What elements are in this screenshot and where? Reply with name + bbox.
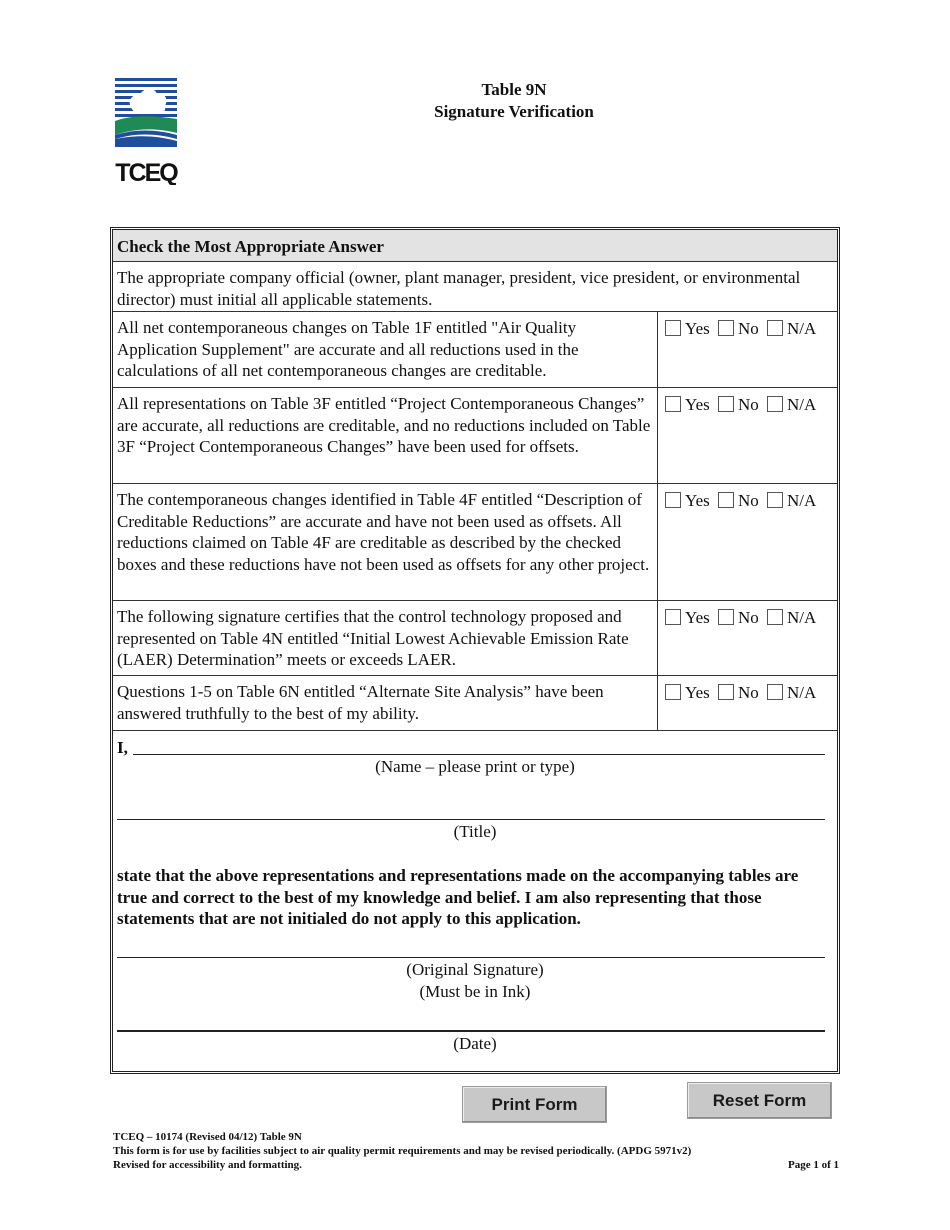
question-row <box>113 484 837 601</box>
na-checkbox[interactable] <box>767 396 783 412</box>
form-instructions: The appropriate company official (owner, plant manager, president, vice president, or environmental director) must initial all applicable statements. <box>113 262 837 312</box>
question-row <box>113 676 837 731</box>
answer-options <box>657 388 837 483</box>
answer-options <box>657 484 837 600</box>
question-text: All representations on Table 3F entitled “Project Contemporaneous Changes” are accurate, all reductions are creditable, and no reductions included on Table 3F “Project Contemporaneous Changes” have been used for offsets. <box>117 394 651 456</box>
question-text: The following signature certifies that the control technology proposed and represented on Table 4N entitled “Initial Lowest Achievable Emission Rate (LAER) Determination” meets or exceeds LAER. <box>117 607 629 669</box>
date-caption: (Date) <box>453 1034 497 1053</box>
yes-label: Yes <box>685 683 710 702</box>
na-checkbox[interactable] <box>767 320 783 336</box>
no-checkbox[interactable] <box>718 396 734 412</box>
title-caption: (Title) <box>453 822 497 841</box>
no-label: No <box>738 608 759 627</box>
form-heading: Check the Most Appropriate Answer <box>113 230 837 262</box>
page-title: Signature Verification <box>434 102 594 121</box>
signature-caption: (Original Signature) <box>406 960 544 979</box>
question-row <box>113 388 837 484</box>
form-id: TCEQ – 10174 (Revised 04/12) Table 9N <box>113 1131 302 1143</box>
question-text: Questions 1-5 on Table 6N entitled “Alternate Site Analysis” have been answered truthfully to the best of my ability. <box>117 682 604 723</box>
name-line[interactable] <box>133 754 825 755</box>
form-usage-note: This form is for use by facilities subject to air quality permit requirements and may be revised periodically. (APDG 5971v2) <box>113 1145 692 1157</box>
na-checkbox[interactable] <box>767 609 783 625</box>
yes-checkbox[interactable] <box>665 609 681 625</box>
i-label: I, <box>117 738 128 757</box>
yes-label: Yes <box>685 491 710 510</box>
na-checkbox[interactable] <box>767 492 783 508</box>
ink-caption: (Must be in Ink) <box>419 982 531 1001</box>
question-text: The contemporaneous changes identified in Table 4F entitled “Description of Creditable Reductions” are accurate and have not been used as offsets. All reductions claimed on Table 4F are creditable as described by the checked boxes and these reductions have not been used as offsets for any other project. <box>117 490 650 574</box>
answer-options <box>657 676 837 730</box>
reset-form-button[interactable]: Reset Form <box>687 1082 832 1119</box>
question-row <box>113 312 837 388</box>
yes-checkbox[interactable] <box>665 320 681 336</box>
signature-verification-form <box>110 227 840 1074</box>
print-form-button[interactable]: Print Form <box>462 1086 607 1123</box>
na-label: N/A <box>787 395 817 414</box>
yes-label: Yes <box>685 319 710 338</box>
title-line[interactable] <box>117 819 825 820</box>
question-text: All net contemporaneous changes on Table 1F entitled "Air Quality Application Supplement" are accurate and all reductions used in the calculations of all net contemporaneous changes are creditable. <box>117 318 579 380</box>
no-checkbox[interactable] <box>718 320 734 336</box>
no-checkbox[interactable] <box>718 492 734 508</box>
question-row <box>113 601 837 676</box>
no-label: No <box>738 491 759 510</box>
yes-checkbox[interactable] <box>665 492 681 508</box>
page-number: Page 1 of 1 <box>787 1159 839 1171</box>
no-label: No <box>738 683 759 702</box>
yes-label: Yes <box>685 395 710 414</box>
tceq-logo-mark <box>113 77 179 185</box>
page-footer <box>113 1130 839 1172</box>
na-label: N/A <box>787 491 817 510</box>
no-label: No <box>738 395 759 414</box>
signature-block <box>113 733 837 1071</box>
page-header <box>320 79 708 123</box>
certification-statement: state that the above representations and representations made on the accompanying tables are true and correct to the best of my knowledge and belief. I am also representing that those statements that are not initialed do not apply to this application. <box>117 866 799 928</box>
tceq-logo <box>113 77 179 185</box>
na-label: N/A <box>787 683 817 702</box>
na-label: N/A <box>787 608 817 627</box>
no-checkbox[interactable] <box>718 609 734 625</box>
no-label: No <box>738 319 759 338</box>
answer-options <box>657 601 837 675</box>
date-line[interactable] <box>117 1030 825 1032</box>
name-caption: (Name – please print or type) <box>375 757 575 776</box>
no-checkbox[interactable] <box>718 684 734 700</box>
na-label: N/A <box>787 319 817 338</box>
answer-options <box>657 312 837 387</box>
yes-checkbox[interactable] <box>665 396 681 412</box>
yes-checkbox[interactable] <box>665 684 681 700</box>
yes-label: Yes <box>685 608 710 627</box>
revision-note: Revised for accessibility and formatting. <box>113 1159 302 1171</box>
table-number: Table 9N <box>481 80 547 99</box>
signature-line[interactable] <box>117 957 825 958</box>
logo-wordmark: TCEQ <box>115 159 177 185</box>
na-checkbox[interactable] <box>767 684 783 700</box>
